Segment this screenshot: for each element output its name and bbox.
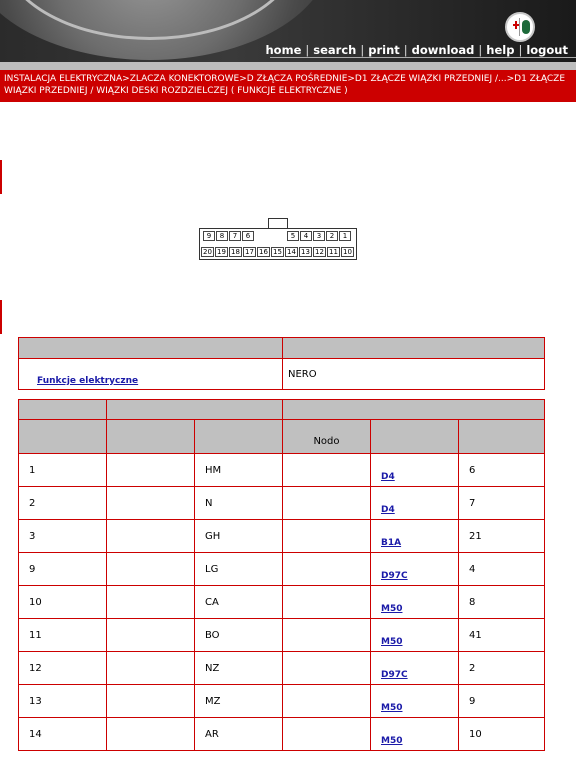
connector-pin: 3	[313, 231, 325, 241]
pin-table-header	[107, 400, 283, 420]
pin-number-cell: 14	[19, 718, 107, 751]
left-edge-mark	[0, 160, 2, 194]
connector-pin: 7	[229, 231, 241, 241]
connector-pin: 16	[257, 247, 270, 257]
pin-table-header	[283, 400, 545, 420]
connector-pin: 13	[299, 247, 312, 257]
pin-number-cell: 12	[19, 652, 107, 685]
pin-table-subheader	[19, 420, 107, 454]
node-link[interactable]: B1A	[381, 537, 402, 548]
info-table	[18, 337, 545, 390]
empty-cell	[283, 487, 371, 520]
node-pin-cell: 41	[459, 619, 545, 652]
node-pin-cell: 7	[459, 487, 545, 520]
pin-number-cell: 13	[19, 685, 107, 718]
empty-cell	[107, 454, 195, 487]
empty-cell	[283, 685, 371, 718]
node-link-cell	[371, 652, 459, 685]
node-link-cell	[371, 718, 459, 751]
wire-code-cell: N	[195, 487, 283, 520]
connector-pin: 2	[326, 231, 338, 241]
connector-pin: 10	[341, 247, 354, 257]
pin-table-subheader	[459, 420, 545, 454]
connector-pin: 14	[285, 247, 298, 257]
connector-pin: 15	[271, 247, 284, 257]
node-link-cell	[371, 553, 459, 586]
table-row	[19, 718, 545, 751]
node-link[interactable]: M50	[381, 735, 403, 746]
info-header-cell	[19, 338, 283, 359]
connector-pin: 17	[243, 247, 256, 257]
empty-cell	[107, 520, 195, 553]
pin-number-cell: 10	[19, 586, 107, 619]
wire-code-cell: HM	[195, 454, 283, 487]
empty-cell	[283, 520, 371, 553]
node-pin-cell: 2	[459, 652, 545, 685]
node-pin-cell: 10	[459, 718, 545, 751]
nav-print-link[interactable]: print	[368, 43, 400, 57]
wire-code-cell: MZ	[195, 685, 283, 718]
table-row	[19, 487, 545, 520]
pin-number-cell: 11	[19, 619, 107, 652]
pin-number-cell: 2	[19, 487, 107, 520]
empty-cell	[107, 652, 195, 685]
node-link-cell	[371, 619, 459, 652]
empty-cell	[283, 619, 371, 652]
table-row	[19, 454, 545, 487]
connector-pin: 11	[327, 247, 340, 257]
pin-table-header	[19, 400, 107, 420]
pin-table-subheader	[195, 420, 283, 454]
connector-pin: 12	[313, 247, 326, 257]
connector-pin: 8	[216, 231, 228, 241]
connector-pin: 18	[229, 247, 242, 257]
wire-code-cell: AR	[195, 718, 283, 751]
connector-pin: 20	[201, 247, 214, 257]
node-pin-cell: 9	[459, 685, 545, 718]
wire-code-cell: NZ	[195, 652, 283, 685]
empty-cell	[283, 718, 371, 751]
node-pin-cell: 4	[459, 553, 545, 586]
pin-number-cell: 9	[19, 553, 107, 586]
node-link-cell	[371, 487, 459, 520]
breadcrumb: INSTALACJA ELEKTRYCZNA>ZLACZA KONEKTOROWE>D ZŁĄCZA POŚREDNIE>D1 ZŁĄCZE WIĄZKI PRZEDNIEJ /...>D1 ZŁĄCZE WIĄZKI PRZEDNIEJ / WIĄZKI DESKI ROZDZIELCZEJ ( FUNKCJE ELEKTRYCZNE )	[0, 70, 576, 102]
node-link[interactable]: D97C	[381, 669, 408, 680]
connector-pin: 5	[287, 231, 299, 241]
function-cell	[19, 359, 283, 390]
node-link-cell	[371, 586, 459, 619]
empty-cell	[107, 619, 195, 652]
nav-home-link[interactable]: home	[265, 43, 302, 57]
left-edge-mark	[0, 300, 2, 334]
node-pin-cell: 21	[459, 520, 545, 553]
empty-cell	[283, 454, 371, 487]
color-cell: NERO	[283, 359, 545, 390]
empty-cell	[107, 586, 195, 619]
info-header-cell	[283, 338, 545, 359]
empty-cell	[107, 487, 195, 520]
connector-pin: 6	[242, 231, 254, 241]
node-pin-cell: 6	[459, 454, 545, 487]
node-link[interactable]: D4	[381, 471, 395, 482]
nav-underline	[270, 57, 576, 58]
wire-code-cell: BO	[195, 619, 283, 652]
empty-cell	[107, 685, 195, 718]
nav-search-link[interactable]: search	[313, 43, 357, 57]
table-row	[19, 586, 545, 619]
connector-pin: 4	[300, 231, 312, 241]
pin-number-cell: 3	[19, 520, 107, 553]
pin-table-subheader	[107, 420, 195, 454]
nav-help-link[interactable]: help	[486, 43, 515, 57]
node-link[interactable]: M50	[381, 603, 403, 614]
pin-table-subheader	[371, 420, 459, 454]
pin-number-cell: 1	[19, 454, 107, 487]
empty-cell	[107, 718, 195, 751]
node-link[interactable]: D4	[381, 504, 395, 515]
empty-cell	[283, 586, 371, 619]
nav-download-link[interactable]: download	[411, 43, 475, 57]
node-link-cell	[371, 685, 459, 718]
node-link-cell	[371, 520, 459, 553]
table-row	[19, 619, 545, 652]
empty-cell	[283, 652, 371, 685]
wire-code-cell: CA	[195, 586, 283, 619]
nodo-header: Nodo	[283, 420, 371, 454]
connector-diagram	[199, 228, 357, 260]
wire-code-cell: LG	[195, 553, 283, 586]
table-row	[19, 520, 545, 553]
nav-logout-link[interactable]: logout	[526, 43, 568, 57]
header-divider	[0, 62, 576, 70]
function-link[interactable]: Funkcje elektryczne	[37, 375, 139, 386]
connector-pin: 1	[339, 231, 351, 241]
empty-cell	[283, 553, 371, 586]
header-banner	[0, 0, 576, 62]
table-row	[19, 553, 545, 586]
table-row	[19, 685, 545, 718]
node-link[interactable]: D97C	[381, 570, 408, 581]
table-row	[19, 652, 545, 685]
empty-cell	[107, 553, 195, 586]
pin-table	[18, 399, 545, 751]
node-link-cell	[371, 454, 459, 487]
node-link[interactable]: M50	[381, 636, 403, 647]
node-link[interactable]: M50	[381, 702, 403, 713]
top-nav: home | search | print | download | help | logout	[265, 43, 568, 57]
wire-code-cell: GH	[195, 520, 283, 553]
alfa-romeo-logo[interactable]	[505, 12, 535, 42]
connector-pin: 19	[215, 247, 228, 257]
node-pin-cell: 8	[459, 586, 545, 619]
connector-pin: 9	[203, 231, 215, 241]
